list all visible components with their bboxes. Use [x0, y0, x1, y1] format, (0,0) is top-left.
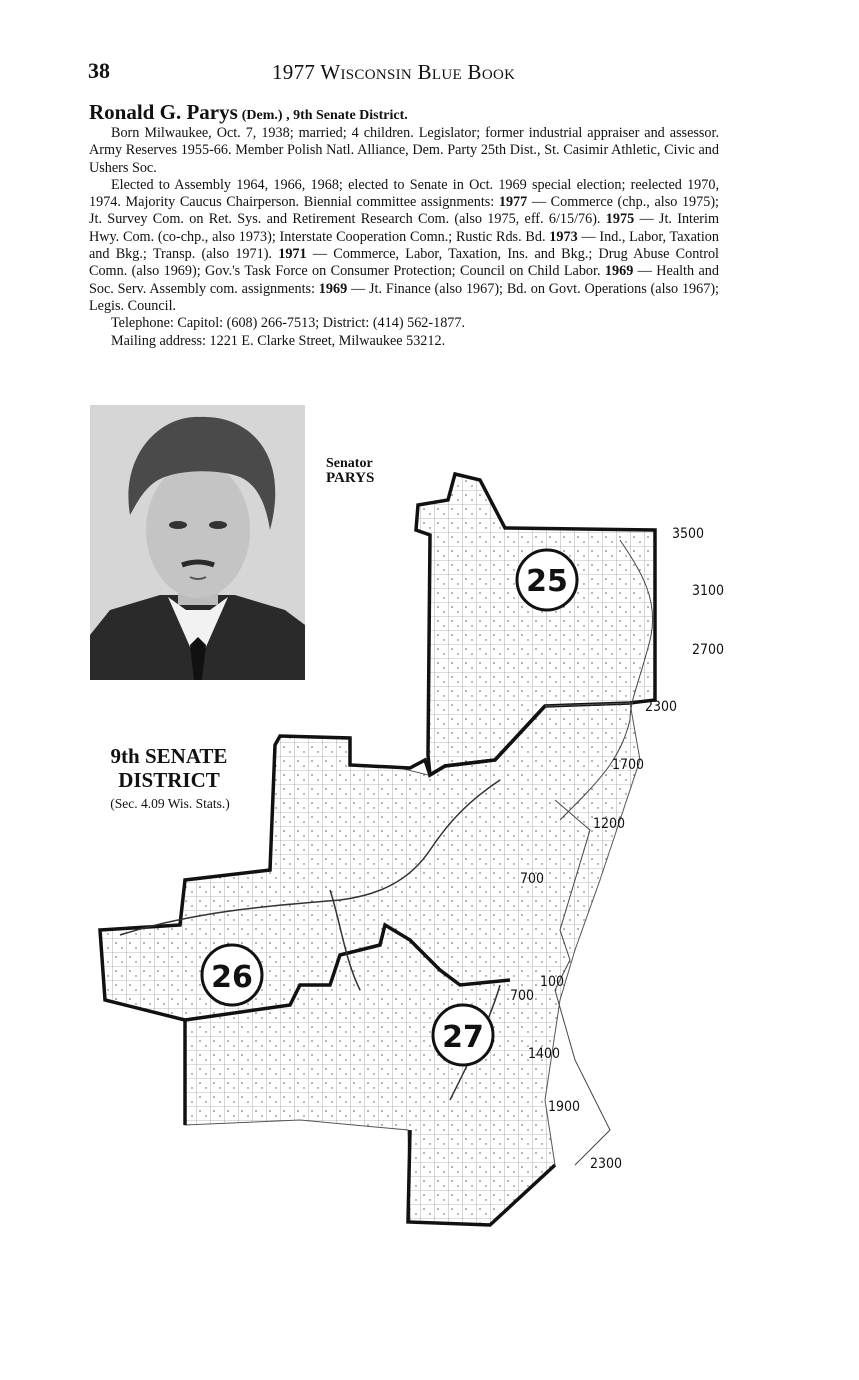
p2-text-f: — Health and Soc. Serv. Assembly com. assignments:: [89, 263, 719, 297]
district-25-label: 25: [526, 564, 568, 599]
district-9-area: [100, 703, 640, 1225]
p2-text-c: — Jt. Interim Hwy. Com. (co-chp., also 1973); Interstate Cooperation Comn.; Rustic Rds. Bd.: [89, 211, 719, 245]
map-title-line-1: 9th SENATE: [110, 744, 228, 768]
year-1977: 1977: [498, 194, 528, 211]
photo-caption-name: PARYS: [326, 470, 375, 486]
p2-text-d: — Ind., Labor, Taxation and Bkg.; Transp. (also 1971).: [89, 228, 719, 263]
year-1969-assembly: 1969: [318, 280, 348, 297]
street-1400: 1400: [528, 1046, 561, 1062]
street-3100: 3100: [692, 583, 725, 599]
p2-text-e: — Commerce, Labor, Taxation, Ins. and Bkg.; Drug Abuse Control Comn. (also 1969); Gov.'s Task Force on Consumer Protection; Council on Child Labor.: [89, 246, 719, 280]
party-district: (Dem.) , 9th Senate District.: [241, 108, 408, 123]
district-27-label: 27: [442, 1020, 484, 1055]
p2-text-a: Elected to Assembly 1964, 1966, 1968; elected to Senate in Oct. 1969 special election; reelected 1970, 1974. Majority Caucus Chairperson. Biennial committee assignments:: [89, 176, 719, 211]
year-1971: 1971: [278, 246, 307, 263]
street-700-south: 700: [510, 988, 535, 1004]
street-700-north: 700: [520, 871, 545, 887]
district-26-label: 26: [211, 960, 253, 995]
p2-text-g: — Jt. Finance (also 1967); Bd. on Govt. Operations (also 1967); Legis. Council.: [89, 280, 719, 314]
page-number: 38: [88, 58, 110, 83]
street-1200: 1200: [593, 816, 626, 832]
bio-paragraph-1: Born Milwaukee, Oct. 7, 1938; married; 4 children. Legislator; former industrial appraiser and assessor. Army Reserves 1955-66. Member Polish Natl. Alliance, Dem. Party 25th Dist., St. Casimir Athletic, Civic and Ushers Soc.: [89, 125, 719, 176]
street-2700: 2700: [692, 642, 725, 658]
running-title-text: 1977 Wisconsin Blue Book: [272, 60, 516, 84]
telephone: Telephone: Capitol: (608) 266-7513; District: (414) 562-1877.: [111, 315, 466, 332]
legislator-name: Ronald G. Parys: [89, 100, 238, 124]
street-2300-north: 2300: [645, 699, 678, 715]
map-title-line-2: DISTRICT: [118, 768, 220, 792]
street-3500: 3500: [672, 526, 705, 542]
street-100: 100: [540, 974, 565, 990]
street-1900: 1900: [548, 1099, 581, 1115]
mailing-address: Mailing address: 1221 E. Clarke Street, Milwaukee 53212.: [111, 332, 446, 349]
street-1700: 1700: [612, 757, 645, 773]
map-subtitle: (Sec. 4.09 Wis. Stats.): [110, 796, 230, 811]
year-1973: 1973: [549, 228, 578, 245]
p2-text-b: — Commerce (chp., also 1975); Jt. Survey Com. on Ret. Sys. and Retirement Research Com. (also 1975, eff. 6/15/76).: [89, 194, 719, 228]
photo-caption-title: Senator: [326, 456, 373, 471]
street-2300-south: 2300: [590, 1156, 623, 1172]
year-1969-senate: 1969: [604, 263, 634, 280]
year-1975: 1975: [605, 211, 635, 228]
